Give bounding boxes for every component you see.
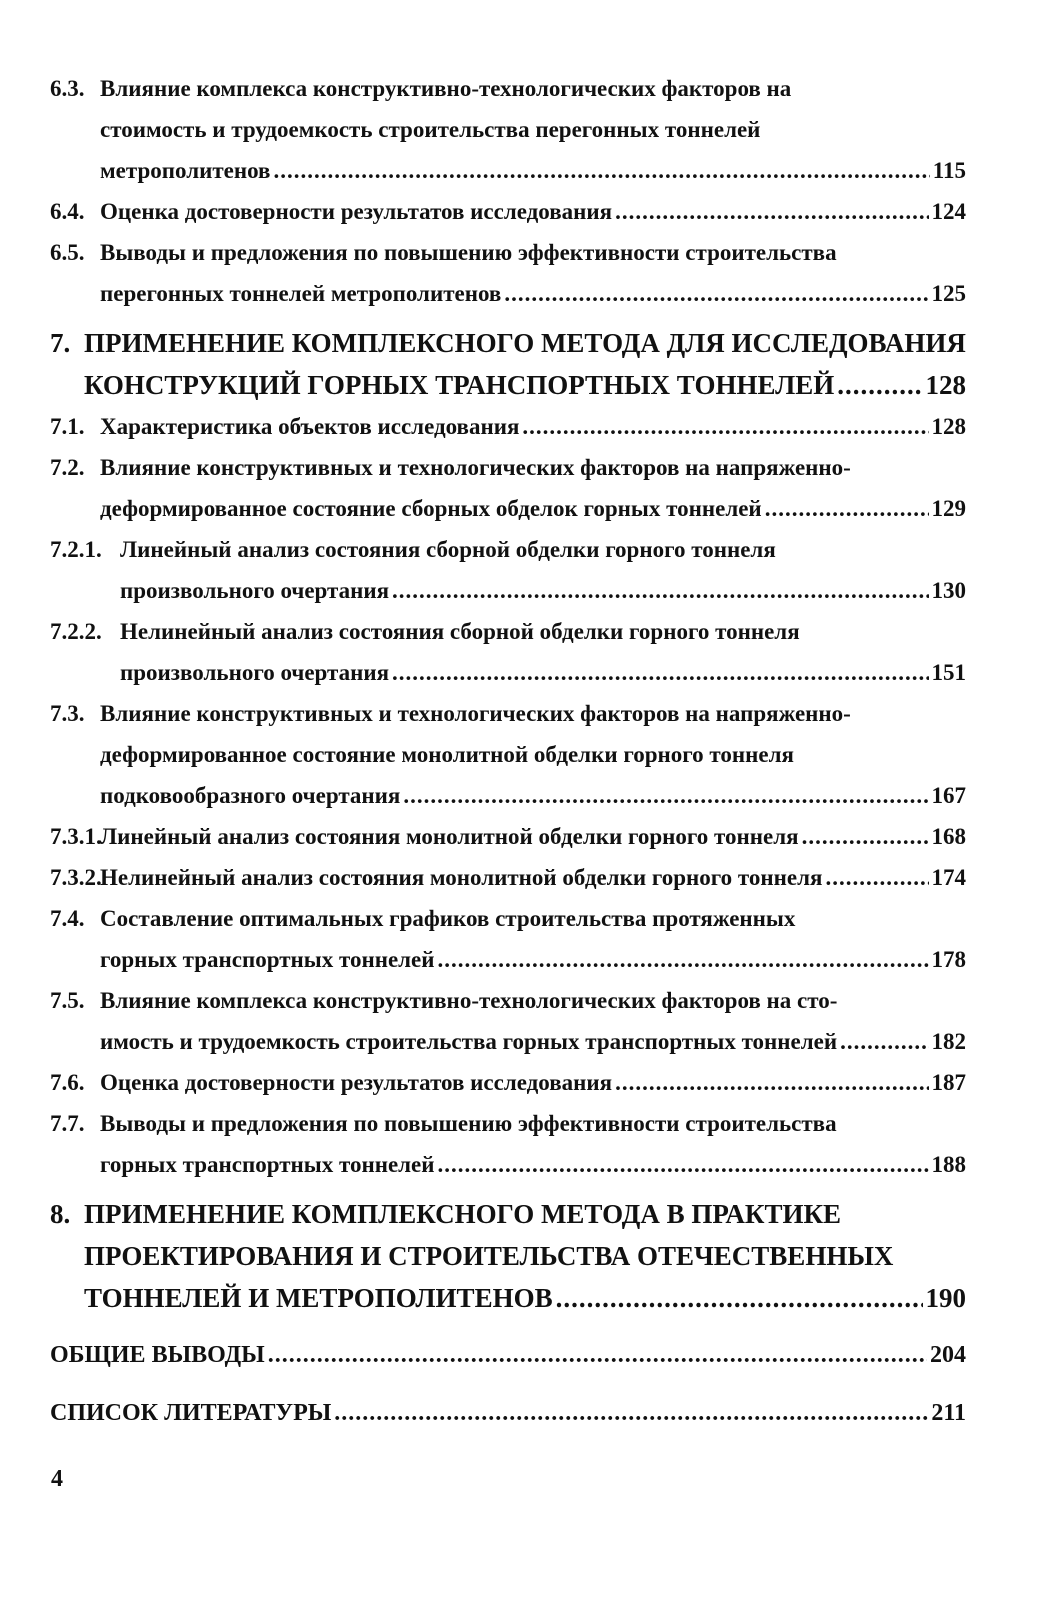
- toc-entry: [50, 693, 966, 816]
- toc-entry-last-line: [120, 652, 966, 693]
- toc-section-entry: [50, 1333, 966, 1377]
- toc-entry-last-line: [100, 1062, 966, 1103]
- toc-entry-last-line: [100, 1144, 966, 1185]
- toc-entry-title-line: Линейный анализ состояния сборной обделки горного тоннеля: [120, 537, 776, 562]
- toc-entry-number: 6.3.: [50, 76, 85, 101]
- toc-entry-title-line: подковообразного очертания: [100, 783, 401, 808]
- toc-entry-body: [100, 693, 966, 816]
- toc-entry-last-line: [100, 857, 966, 898]
- toc-entry-last-line: [120, 570, 966, 611]
- toc-entry-title-line: Влияние комплекса конструктивно-технологических факторов на: [100, 76, 792, 101]
- table-of-contents: [50, 68, 966, 1435]
- toc-entry-title-line: Оценка достоверности результатов исследования: [100, 1070, 613, 1095]
- toc-entry-number: 7.2.1.: [50, 537, 102, 562]
- toc-page-number: 129: [931, 496, 966, 521]
- dot-leader: [802, 816, 929, 857]
- toc-entry-number: 6.5.: [50, 240, 85, 265]
- dot-leader: [403, 775, 928, 816]
- toc-entry-number: 7.3.: [50, 701, 85, 726]
- toc-entry-body: [50, 1391, 966, 1435]
- dot-leader: [268, 1333, 927, 1377]
- toc-entry-last-line: [100, 488, 966, 529]
- toc-entry-title-line: Нелинейный анализ состояния монолитной обделки горного тоннеля: [100, 865, 823, 890]
- toc-entry-title-line: ТОННЕЛЕЙ И МЕТРОПОЛИТЕНОВ: [84, 1283, 553, 1313]
- toc-entry: [50, 191, 966, 232]
- toc-entry-number: 7.2.2.: [50, 619, 102, 644]
- toc-entry-body: [100, 1103, 966, 1185]
- toc-entry-number: 7.7.: [50, 1111, 85, 1136]
- toc-entry-title-line: Влияние комплекса конструктивно-технологических факторов на сто-: [100, 988, 838, 1013]
- toc-entry-body: [100, 406, 966, 447]
- toc-entry: [50, 857, 966, 898]
- page-number: 4: [51, 1466, 63, 1492]
- toc-entry-title-line: ПРИМЕНЕНИЕ КОМПЛЕКСНОГО МЕТОДА ДЛЯ ИССЛЕДОВАНИЯ: [84, 328, 966, 358]
- toc-entry-number: 7.3.1.: [50, 824, 102, 849]
- toc-entry: [50, 68, 966, 191]
- toc-entry-last-line: [84, 1277, 966, 1319]
- toc-page-number: 128: [931, 414, 966, 439]
- toc-entry-title-line: Выводы и предложения по повышению эффективности строительства: [100, 1111, 837, 1136]
- toc-entry: [50, 1103, 966, 1185]
- toc-entry-title-line: произвольного очертания: [120, 578, 390, 603]
- toc-entry-title-line: горных транспортных тоннелей: [100, 1152, 435, 1177]
- toc-entry-body: [100, 1062, 966, 1103]
- toc-entry-body: [50, 1333, 966, 1377]
- toc-entry-body: [100, 980, 966, 1062]
- toc-entry-last-line: [100, 939, 966, 980]
- toc-entry-number: 7.5.: [50, 988, 85, 1013]
- toc-entry-number: 7.2.: [50, 455, 85, 480]
- toc-entry-title-line: Характеристика объектов исследования: [100, 414, 520, 439]
- dot-leader: [825, 857, 928, 898]
- toc-page-number: 182: [931, 1029, 966, 1054]
- toc-entry-title-line: ОБЩИЕ ВЫВОДЫ: [50, 1342, 265, 1368]
- toc-entry-last-line: [100, 816, 966, 857]
- toc-entry-last-line: [100, 273, 966, 314]
- dot-leader: [615, 191, 928, 232]
- toc-entry-title-line: Составление оптимальных графиков строительства протяженных: [100, 906, 796, 931]
- toc-entry: [50, 611, 966, 693]
- toc-entry-number: 7.4.: [50, 906, 85, 931]
- dot-leader: [522, 406, 928, 447]
- toc-entry-body: [100, 447, 966, 529]
- toc-entry: [50, 980, 966, 1062]
- toc-page-number: 130: [931, 578, 966, 603]
- toc-entry-title-line: Выводы и предложения по повышению эффективности строительства: [100, 240, 837, 265]
- toc-entry-body: [100, 68, 966, 191]
- toc-section-entry: [50, 1391, 966, 1435]
- toc-chapter-entry: [50, 322, 966, 406]
- toc-entry-title-line: КОНСТРУКЦИЙ ГОРНЫХ ТРАНСПОРТНЫХ ТОННЕЛЕЙ: [84, 370, 835, 400]
- dot-leader: [438, 1144, 929, 1185]
- toc-entry-body: [120, 529, 966, 611]
- toc-entry-last-line: [50, 1333, 966, 1377]
- toc-entry-title-line: горных транспортных тоннелей: [100, 947, 435, 972]
- toc-page-number: 168: [931, 824, 966, 849]
- entry-spacer: [50, 314, 966, 322]
- toc-entry-number: 6.4.: [50, 199, 85, 224]
- toc-page-number: 115: [932, 158, 966, 183]
- toc-entry-body: [84, 322, 966, 406]
- toc-page-number: 211: [931, 1400, 966, 1426]
- toc-entry: [50, 898, 966, 980]
- toc-page-number: 178: [931, 947, 966, 972]
- toc-entry-title-line: деформированное состояние сборных обделок горных тоннелей: [100, 496, 762, 521]
- toc-entry-title-line: Нелинейный анализ состояния сборной обделки горного тоннеля: [120, 619, 800, 644]
- dot-leader: [392, 652, 928, 693]
- toc-entry-title-line: перегонных тоннелей метрополитенов: [100, 281, 502, 306]
- dot-leader: [273, 150, 929, 191]
- toc-entry-title-line: метрополитенов: [100, 158, 271, 183]
- toc-page-number: 128: [925, 370, 966, 400]
- dot-leader: [334, 1391, 928, 1435]
- toc-entry-title-line: имость и трудоемкость строительства горных транспортных тоннелей: [100, 1029, 838, 1054]
- toc-page-number: 151: [931, 660, 966, 685]
- toc-entry-title-line: СПИСОК ЛИТЕРАТУРЫ: [50, 1400, 332, 1426]
- toc-entry-number: 8.: [50, 1199, 71, 1229]
- dot-leader: [837, 364, 922, 406]
- toc-entry-body: [120, 611, 966, 693]
- entry-spacer: [50, 1377, 966, 1391]
- toc-chapter-entry: [50, 1193, 966, 1319]
- toc-entry-body: [100, 232, 966, 314]
- toc-page-number: 190: [925, 1283, 966, 1313]
- toc-entry-last-line: [100, 150, 966, 191]
- toc-entry-last-line: [100, 191, 966, 232]
- toc-entry: [50, 406, 966, 447]
- toc-page-number: 125: [931, 281, 966, 306]
- dot-leader: [615, 1062, 928, 1103]
- entry-spacer: [50, 1185, 966, 1193]
- toc-entry-last-line: [100, 1021, 966, 1062]
- toc-entry-title-line: ПРОЕКТИРОВАНИЯ И СТРОИТЕЛЬСТВА ОТЕЧЕСТВЕННЫХ: [84, 1241, 894, 1271]
- dot-leader: [504, 273, 928, 314]
- toc-entry: [50, 232, 966, 314]
- dot-leader: [438, 939, 929, 980]
- toc-entry-title-line: Линейный анализ состояния монолитной обделки горного тоннеля: [100, 824, 799, 849]
- toc-entry-title-line: произвольного очертания: [120, 660, 390, 685]
- dot-leader: [765, 488, 929, 529]
- toc-entry: [50, 816, 966, 857]
- toc-page-number: 167: [931, 783, 966, 808]
- toc-entry-number: 7.: [50, 328, 71, 358]
- toc-page-number: 124: [931, 199, 966, 224]
- toc-page-number: 187: [931, 1070, 966, 1095]
- toc-entry-last-line: [100, 406, 966, 447]
- toc-page-number: 174: [931, 865, 966, 890]
- toc-page-number: 204: [930, 1342, 966, 1368]
- toc-entry-title-line: деформированное состояние монолитной обделки горного тоннеля: [100, 742, 794, 767]
- toc-entry: [50, 447, 966, 529]
- toc-entry-last-line: [84, 364, 966, 406]
- toc-entry-title-line: стоимость и трудоемкость строительства перегонных тоннелей: [100, 117, 761, 142]
- toc-entry-body: [100, 816, 966, 857]
- dot-leader: [840, 1021, 928, 1062]
- toc-entry: [50, 529, 966, 611]
- toc-entry-last-line: [50, 1391, 966, 1435]
- dot-leader: [392, 570, 928, 611]
- toc-entry-body: [100, 857, 966, 898]
- toc-entry-body: [100, 191, 966, 232]
- entry-spacer: [50, 1319, 966, 1333]
- dot-leader: [556, 1277, 923, 1319]
- toc-page-number: 188: [931, 1152, 966, 1177]
- toc-entry-number: 7.3.2.: [50, 865, 102, 890]
- toc-entry-title-line: Влияние конструктивных и технологических факторов на напряженно-: [100, 455, 851, 480]
- toc-entry-number: 7.6.: [50, 1070, 85, 1095]
- toc-entry-body: [100, 898, 966, 980]
- toc-entry-number: 7.1.: [50, 414, 85, 439]
- toc-entry: [50, 1062, 966, 1103]
- toc-entry-title-line: ПРИМЕНЕНИЕ КОМПЛЕКСНОГО МЕТОДА В ПРАКТИКЕ: [84, 1199, 842, 1229]
- toc-entry-body: [84, 1193, 966, 1319]
- toc-entry-title-line: Оценка достоверности результатов исследования: [100, 199, 613, 224]
- toc-entry-title-line: Влияние конструктивных и технологических факторов на напряженно-: [100, 701, 851, 726]
- toc-entry-last-line: [100, 775, 966, 816]
